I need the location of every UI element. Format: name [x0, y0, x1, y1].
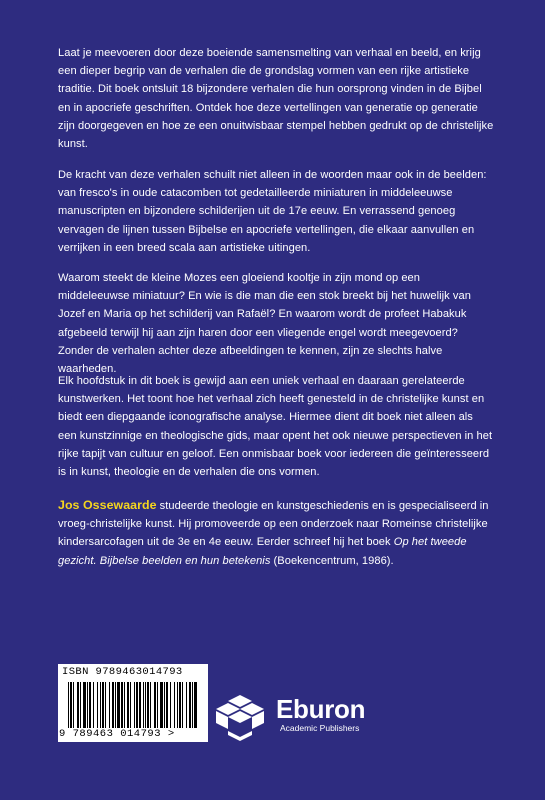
author-bio [58, 496, 494, 570]
publisher-logo [208, 693, 398, 743]
publisher-subtitle: Academic Publishers [280, 723, 360, 733]
barcode-bars [62, 682, 204, 728]
blurb-paragraph-3: Waarom steekt de kleine Mozes een gloeiend kooltje in zijn mond op een middeleeuwse miniatuur? En wie is die man die een stok breekt bij het huwelijk van Jozef en Maria op het schilderij van Rafaël? En waarom wordt de profeet Habakuk afgebeeld terwijl hij aan zijn haren door een vliegende engel wordt meegevoerd? Zonder de verhalen achter deze afbeeldingen te kennen, zijn ze slechts halve waarheden. [58, 272, 471, 376]
author-book-title: Op het tweede gezicht. Bijbelse beelden en hun betekenis [58, 536, 467, 567]
isbn-label: ISBN 9789463014793 [62, 666, 183, 678]
author-bio-start: studeerde theologie en kunstgeschiedenis en is gespecialiseerd in vroeg-christelijke kunst. Hij promoveerde op een onderzoek naar Romeinse christelijke kindersarcofagen uit de 3e en 4e eeuw. Eerder schreef hij het boek [58, 500, 489, 549]
blurb-paragraph-2: De kracht van deze verhalen schuilt niet alleen in de woorden maar ook in de beelden: van fresco's in oude catacomben tot gedetailleerde miniaturen in middeleeuwse manuscripten en bijzondere schilderijen uit de 17e eeuw. En verrassend genoeg vervagen de lijnen tussen Bijbelse en apocriefe vertellingen, die elkaar aanvullen en verrijken in een breed scala aan artistieke uitingen. [58, 169, 487, 254]
barcode-digits: 9 789463 014793 > [59, 728, 175, 740]
eburon-cubes-icon [208, 693, 272, 743]
author-name: Jos Ossewaarde [58, 498, 157, 512]
blurb-paragraph-4: Elk hoofdstuk in dit boek is gewijd aan een uniek verhaal en daaraan gerelateerde kunstwerken. Het toont hoe het verhaal zich heeft genesteld in de christelijke kunst en biedt een diepgaande iconografische analyse. Hiermee dient dit boek niet alleen als een kunstzinnige en theologische gids, maar opent het ook nieuwe perspectieven in het rijke tapijt van cultuur en geloof. Een onmisbaar boek voor iedereen die geïnteresseerd is in kunst, theologie en de verhalen die ons vormen. [58, 375, 493, 479]
isbn-barcode [58, 664, 208, 742]
blurb-paragraph-1: Laat je meevoeren door deze boeiende samensmelting van verhaal en beeld, en krijg een dieper begrip van de verhalen die de grondslag vormen van een rijke artistieke traditie. Dit boek ontsluit 18 bijzondere verhalen die hun oorsprong vinden in de Bijbel en in apocriefe geschriften. Ontdek hoe deze vertellingen van generatie op generatie zijn doorgegeven en hoe ze een onuitwisbaar stempel hebben gedrukt op de christelijke kunst. [58, 47, 494, 151]
author-bio-end: (Boekencentrum, 1986). [270, 554, 394, 567]
publisher-name: Eburon [276, 694, 366, 724]
